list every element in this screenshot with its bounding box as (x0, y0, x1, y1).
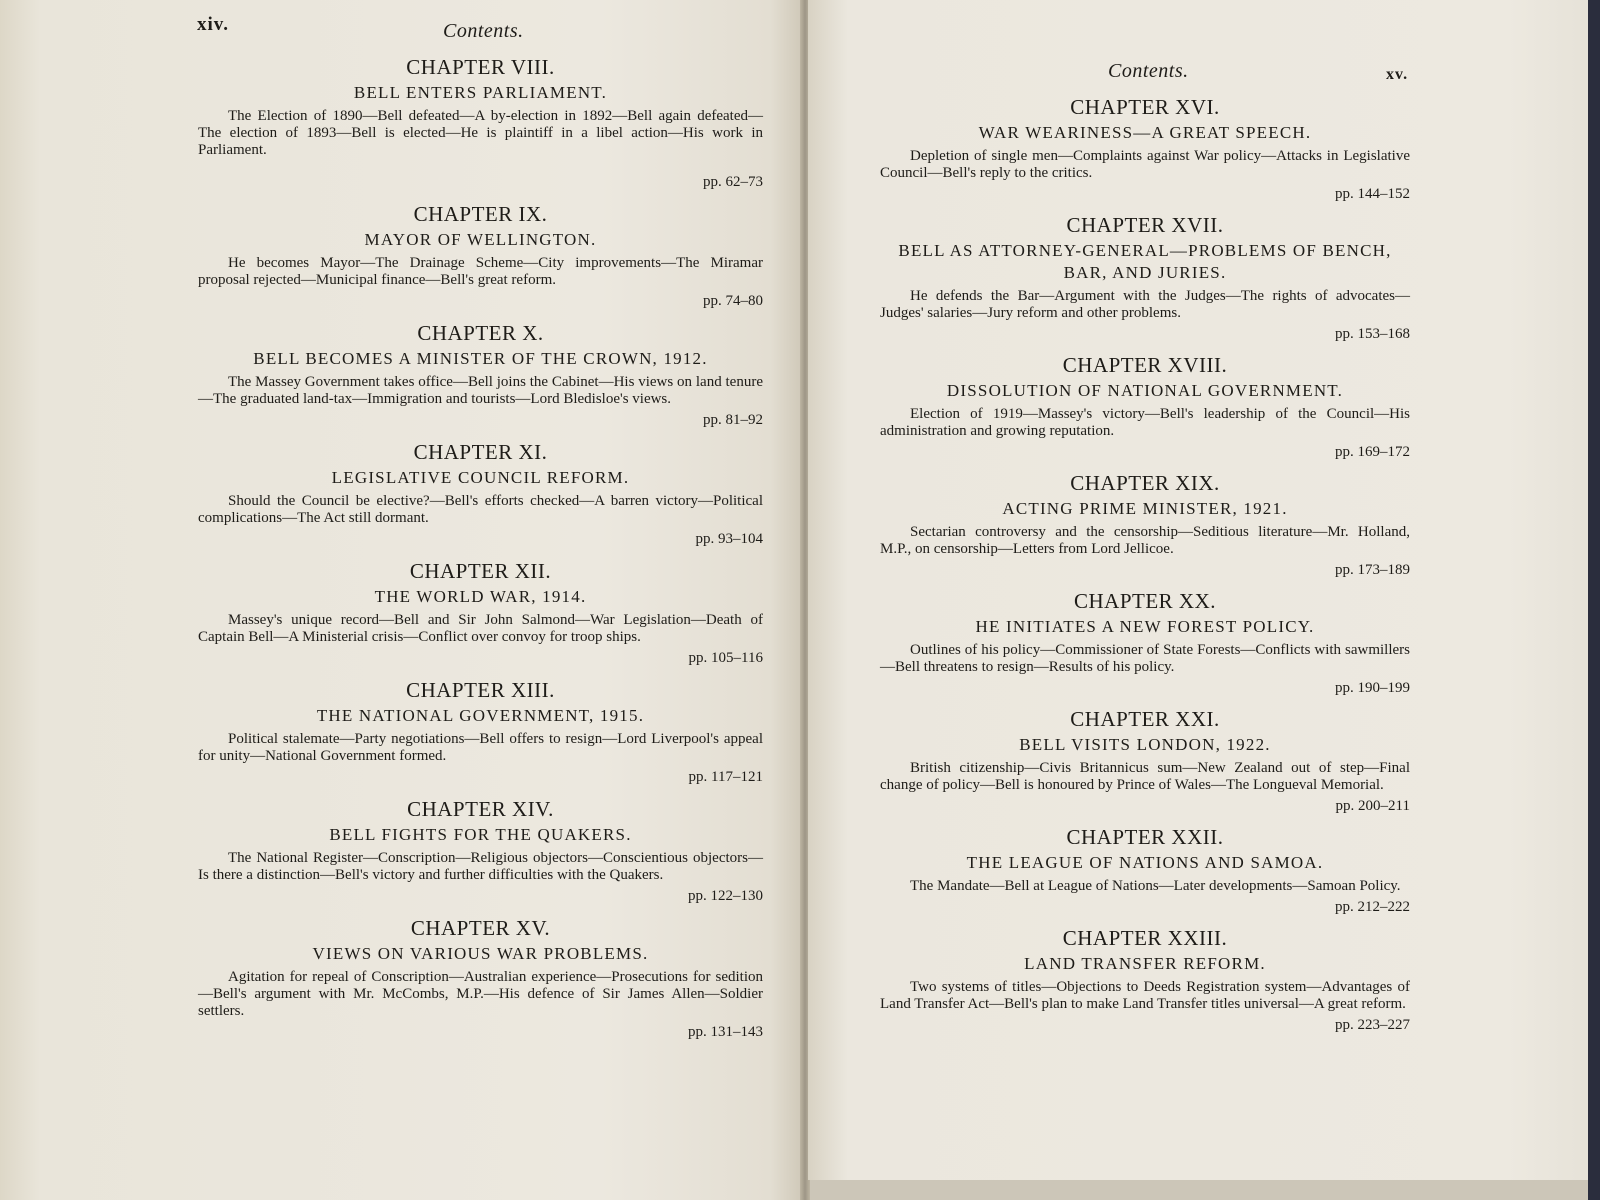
chapter-pages: pp. 223–227 (1335, 1017, 1410, 1033)
chapter-summary: Election of 1919—Massey's victory—Bell's leadership of the Council—His administration and growing reputation. (880, 406, 1410, 439)
chapter-entry (880, 211, 1410, 343)
chapter-number: CHAPTER XI. (413, 440, 548, 464)
chapter-summary: The Election of 1890—Bell defeated—A by-election in 1892—Bell again defeated—The election of 1893—Bell is elected—He is plaintiff in a libel action—His work in Parliament. (198, 108, 763, 158)
chapter-number: CHAPTER XVII. (1066, 213, 1224, 237)
contents-column-left (198, 53, 763, 1050)
chapter-entry (880, 823, 1410, 916)
chapter-pages: pp. 212–222 (1335, 899, 1410, 915)
chapter-number: CHAPTER XIV. (407, 797, 554, 821)
chapter-summary: Depletion of single men—Complaints against War policy—Attacks in Legislative Council—Bell's reply to the critics. (880, 148, 1410, 181)
chapter-entry (880, 93, 1410, 203)
book-cover-edge (1588, 0, 1600, 1200)
chapter-number: CHAPTER VIII. (406, 55, 555, 79)
chapter-pages: pp. 144–152 (1335, 186, 1410, 202)
running-head: Contents. (1108, 60, 1189, 82)
chapter-title: ACTING PRIME MINISTER, 1921. (1002, 499, 1288, 518)
chapter-entry (198, 557, 763, 667)
chapter-number: CHAPTER XX. (1073, 589, 1216, 613)
chapter-title: HE INITIATES A NEW FOREST POLICY. (975, 617, 1315, 636)
chapter-pages: pp. 190–199 (1335, 680, 1410, 696)
chapter-entry (880, 705, 1410, 815)
chapter-number: CHAPTER XIX. (1070, 471, 1220, 495)
chapter-summary: British citizenship—Civis Britannicus sum—New Zealand out of step—Final change of policy—Bell is honoured by Prince of Wales—The Longueval Memorial. (880, 760, 1410, 793)
chapter-pages: pp. 200–211 (1335, 798, 1410, 814)
chapter-title: THE NATIONAL GOVERNMENT, 1915. (316, 706, 645, 725)
chapter-number: CHAPTER XVI. (1070, 95, 1220, 119)
chapter-number: CHAPTER XV. (410, 916, 551, 940)
chapter-title: WAR WEARINESS—A GREAT SPEECH. (978, 123, 1312, 142)
chapter-title: LAND TRANSFER REFORM. (1024, 954, 1266, 973)
chapter-summary: Political stalemate—Party negotiations—Bell offers to resign—Lord Liverpool's appeal for unity—National Government formed. (198, 731, 763, 764)
chapter-entry (198, 200, 763, 310)
chapter-pages: pp. 105–116 (688, 650, 763, 666)
running-head: Contents. (443, 20, 524, 42)
chapter-pages: pp. 62–73 (703, 174, 763, 190)
chapter-pages: pp. 169–172 (1335, 444, 1410, 460)
chapter-entry (198, 319, 763, 429)
chapter-pages: pp. 131–143 (688, 1024, 763, 1040)
chapter-number: CHAPTER XXI. (1070, 707, 1220, 731)
chapter-pages: pp. 74–80 (703, 293, 763, 309)
chapter-summary: Massey's unique record—Bell and Sir John Salmond—War Legislation—Death of Captain Bell—A Ministerial crisis—Conflict over convoy for troop ships. (198, 612, 763, 645)
chapter-title: BELL ENTERS PARLIAMENT. (353, 83, 608, 102)
chapter-summary: Sectarian controversy and the censorship—Seditious literature—Mr. Holland, M.P., on censorship—Letters from Lord Jellicoe. (880, 524, 1410, 557)
chapter-entry (880, 469, 1410, 579)
chapter-title: BELL BECOMES A MINISTER OF THE CROWN, 1912. (253, 349, 708, 368)
chapter-entry (880, 587, 1410, 697)
chapter-entry (198, 438, 763, 548)
chapter-summary: The Massey Government takes office—Bell joins the Cabinet—His views on land tenure—The graduated land-tax—Immigration and tourists—Lord Bledisloe's views. (198, 374, 763, 407)
chapter-number: CHAPTER XXIII. (1062, 926, 1228, 950)
chapter-number: CHAPTER X. (417, 321, 544, 345)
chapter-summary: He becomes Mayor—The Drainage Scheme—City improvements—The Miramar proposal rejected—Municipal finance—Bell's great reform. (198, 255, 763, 288)
contents-column-right (880, 93, 1410, 1042)
chapter-title: BELL VISITS LONDON, 1922. (1019, 735, 1271, 754)
chapter-number: CHAPTER XII. (409, 559, 552, 583)
chapter-entry (198, 914, 763, 1041)
chapter-summary: The National Register—Conscription—Religious objectors—Conscientious objectors—Is there a distinction—Bell's victory and further difficulties with the Quakers. (198, 850, 763, 883)
chapter-entry (198, 795, 763, 905)
chapter-title: DISSOLUTION OF NATIONAL GOVERNMENT. (946, 381, 1344, 400)
chapter-entry (880, 924, 1410, 1034)
chapter-pages: pp. 122–130 (688, 888, 763, 904)
chapter-entry (880, 351, 1410, 461)
page-number: xv. (1386, 66, 1409, 83)
chapter-number: CHAPTER XVIII. (1062, 353, 1228, 377)
chapter-title: MAYOR OF WELLINGTON. (364, 230, 597, 249)
chapter-title: BELL FIGHTS FOR THE QUAKERS. (329, 825, 632, 844)
chapter-pages: pp. 173–189 (1335, 562, 1410, 578)
chapter-title: LEGISLATIVE COUNCIL REFORM. (331, 468, 630, 487)
chapter-title: BELL AS ATTORNEY-GENERAL—PROBLEMS OF BENCH, BAR, AND JURIES. (898, 241, 1392, 282)
chapter-pages: pp. 93–104 (695, 531, 763, 547)
chapter-summary: The Mandate—Bell at League of Nations—Later developments—Samoan Policy. (910, 878, 1401, 894)
chapter-pages: pp. 117–121 (688, 769, 763, 785)
chapter-entry (198, 676, 763, 786)
chapter-pages: pp. 81–92 (703, 412, 763, 428)
chapter-summary: Two systems of titles—Objections to Deeds Registration system—Advantages of Land Transfer Act—Bell's plan to make Land Transfer titles universal—A great reform. (880, 979, 1410, 1012)
chapter-number: CHAPTER XXII. (1066, 825, 1224, 849)
chapter-pages: pp. 153–168 (1335, 326, 1410, 342)
chapter-summary: Should the Council be elective?—Bell's efforts checked—A barren victory—Political complications—The Act still dormant. (198, 493, 763, 526)
chapter-number: CHAPTER IX. (413, 202, 548, 226)
chapter-summary: He defends the Bar—Argument with the Judges—The rights of advocates—Judges' salaries—Jury reform and other problems. (880, 288, 1410, 321)
chapter-title: THE LEAGUE OF NATIONS AND SAMOA. (966, 853, 1324, 872)
chapter-title: THE WORLD WAR, 1914. (374, 587, 587, 606)
chapter-summary: Agitation for repeal of Conscription—Australian experience—Prosecutions for sedition—Bell's argument with Mr. McCombs, M.P.—His defence of Sir James Allen—Soldier settlers. (198, 969, 763, 1019)
page-number: xiv. (197, 14, 229, 35)
chapter-entry (198, 53, 763, 191)
chapter-number: CHAPTER XIII. (406, 678, 555, 702)
chapter-summary: Outlines of his policy—Commissioner of State Forests—Conflicts with sawmillers—Bell threatens to resign—Results of his policy. (880, 642, 1410, 675)
chapter-title: VIEWS ON VARIOUS WAR PROBLEMS. (312, 944, 649, 963)
